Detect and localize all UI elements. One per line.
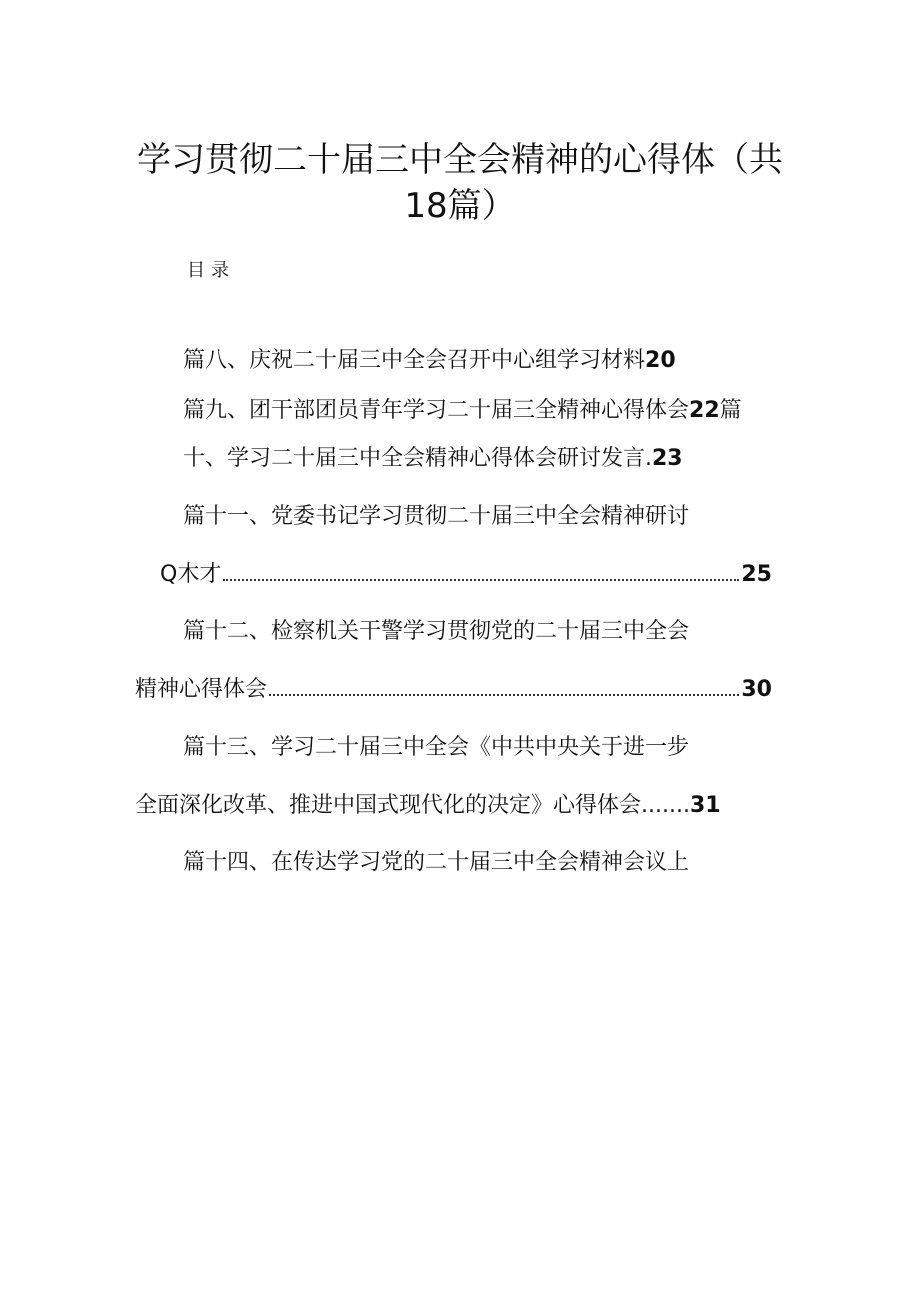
toc-entry-11-text: Q木才 xyxy=(160,562,222,587)
toc-entry-13-text: 全面深化改革、推进中国式现代化的决定》心得体会....... xyxy=(135,793,690,818)
document-title-line1: 学习贯彻二十届三中全会精神的心得体（共 xyxy=(137,140,783,180)
toc-entry-8-page: 20 xyxy=(645,348,676,373)
toc-entry-14-line1: 篇十四、在传达学习党的二十届三中全会精神会议上 xyxy=(183,850,690,875)
toc-entry-9-text: 篇九、团干部团员青年学习二十届三全精神心得体会 xyxy=(183,398,690,423)
toc-entry-12-line2 xyxy=(135,675,772,705)
toc-entry-10-text: 十、学习二十届三中全会精神心得体会研讨发言. xyxy=(183,446,652,471)
toc-entry-12-line1: 篇十二、检察机关干警学习贯彻党的二十届三中全会 xyxy=(183,619,690,644)
document-title-line2: 18篇） xyxy=(404,186,516,226)
toc-entry-12-text: 精神心得体会 xyxy=(135,677,268,702)
toc-entry-8 xyxy=(183,346,676,376)
toc-entry-9 xyxy=(183,396,742,426)
toc-entry-9-tail: 篇 xyxy=(719,398,742,423)
toc-entry-10 xyxy=(183,444,683,474)
toc-entry-11-line1: 篇十一、党委书记学习贯彻二十届三中全会精神研讨 xyxy=(183,504,690,529)
toc-entry-9-page: 22 xyxy=(689,398,720,423)
toc-entry-13-line2 xyxy=(135,791,721,821)
toc-entry-13-line1: 篇十三、学习二十届三中全会《中共中央关于进一步 xyxy=(183,735,690,760)
toc-entry-12-page: 30 xyxy=(741,677,772,702)
toc-label: 目录 xyxy=(187,260,235,281)
toc-entry-11-leader xyxy=(223,579,739,581)
toc-entry-10-page: 23 xyxy=(652,446,683,471)
toc-entry-11-page: 25 xyxy=(741,562,772,587)
toc-entry-12-leader xyxy=(269,694,739,696)
toc-entry-13-page: 31 xyxy=(689,793,721,818)
toc-entry-11-line2 xyxy=(160,560,772,590)
toc-entry-8-text: 篇八、庆祝二十届三中全会召开中心组学习材料 xyxy=(183,348,646,373)
